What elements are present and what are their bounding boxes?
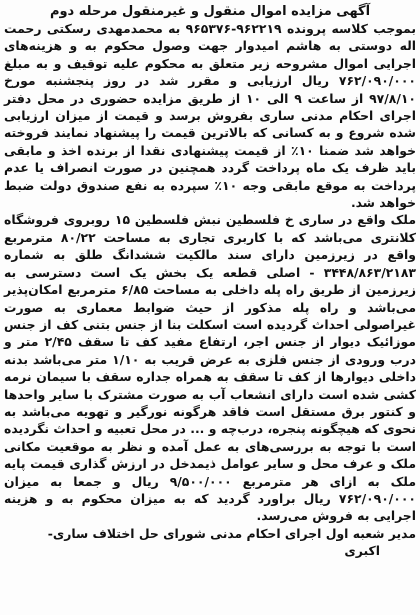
signature-name: اکبری: [344, 543, 380, 559]
notice-paragraph-auction-terms: بموجب کلاسه پرونده ۹۶۲۲۱۹-۹۶۵۳۷۶ به محمدمهدی رسکتی رحمت اله دوستی به هاشم امیدوار جهت وصول محکوم به و هزینه‌های اجرایی اموال مشروحه زیر متعلق به محکوم علیه توقیف و به مبلغ ۷۶۲/۰۹۰/۰۰۰ ریال ارزیابی و مقرر شد در روز پنجشنبه مورخ ۹۷/۸/۱۰ از ساعت ۹ الی ۱۰ از طریق مزایده حضوری در محل دفتر اجرای احکام مدنی ساری بفروش برسد و قیمت از میزان ارزیابی شده شروع و به کسانی که بالاترین قیمت را پیشنهاد نمایند فروخته خواهد شد ضمنا ۱۰٪ از قیمت پیشنهادی نقدا از برنده اخذ و مابقی باید ظرف یک ماه پرداخت گردد همچنین در صورت انصراف یا عدم پرداخت به موقع مابقی وجه ۱۰٪ سپرده به نفع صندوق دولت ضبط خواهد شد.: [4, 21, 417, 211]
notice-paragraph-property-description: ملک واقع در ساری خ فلسطین نبش فلسطین ۱۵ روبروی فروشگاه کلانتری می‌باشد که با کاربری تجاری به مساحت ۸۰/۲۲ مترمربع واقع در زیرزمین دارای سند مالکیت ششدانگ طلق به شماره ۳۴۴۸/۸۶۳/۲۱۸۳ - اصلی قطعه یک بخش یک است دسترسی به زیرزمین از طریق راه پله داخلی به مساحت ۶/۸۵ مترمربع امکان‌پذیر می‌باشد و راه پله مذکور از حیث ضوابط معماری به صورت غیراصولی احداث گردیده است اسکلت بنا از جنس بتنی کف از جنس موزائیک دیوار از جنس اجر، ارتفاع مفید کف تا سقف ۲/۴۵ متر و درب ورودی از جنس فلزی به عرض قریب به ۱/۱۰ متر می‌باشد بدنه داخلی دیوارها از کف تا سقف به همراه جداره سقف با سیمان نرمه کشی شده است دارای انشعاب آب به صورت مشترک با سایر واحدها و کنتور برق مستقل است فاقد هرگونه نورگیر و تهویه می‌باشد به نحوی که هیچگونه پنجره، درب‌چه و ... در محل تعبیه و احداث نگردیده است با توجه به بررسی‌های به عمل آمده و نظر به موقعیت مکانی ملک و عرف محل و سایر عوامل ذیمدخل در ارزش گذاری قیمت پایه ملک به ازای هر مترمربع ۹/۵۰۰/۰۰۰ ریال و جمعا به میزان ۷۶۲/۰۹۰/۰۰۰ ریال براورد گردید که به میزان محکوم به و هزینه اجرایی به فروش می‌رسد.: [4, 212, 416, 524]
notice-title: آگهی مزایده اموال منقول و غیرمنقول مرحله دوم: [49, 4, 371, 19]
signature-title: مدیر شعبه اول اجرای احکام مدنی شورای حل اختلاف ساری-: [47, 525, 416, 541]
